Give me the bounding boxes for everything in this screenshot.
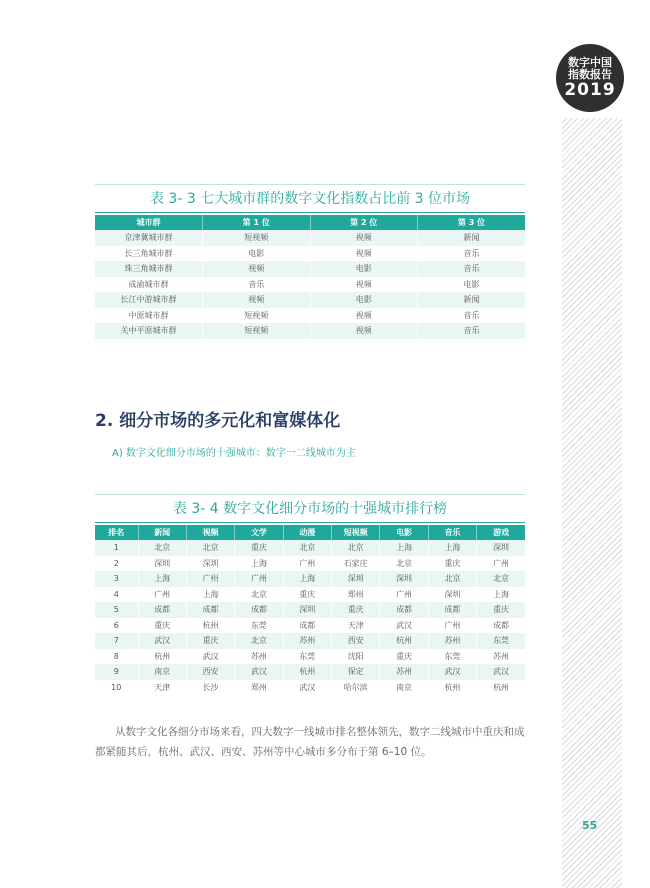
table-cell: 上海 <box>380 540 428 556</box>
table-cell: 京津冀城市群 <box>95 230 203 246</box>
table-cell: 武汉 <box>428 664 476 680</box>
table-cell: 北京 <box>477 571 525 587</box>
table-row <box>95 649 525 665</box>
table-row <box>95 602 525 618</box>
table-cell: 音乐 <box>418 261 526 277</box>
table-3-4-title: 表 3- 4 数字文化细分市场的十强城市排行榜 <box>95 498 525 523</box>
table-row <box>95 556 525 572</box>
table-row <box>95 323 525 339</box>
table-cell: 广州 <box>283 556 331 572</box>
table-row <box>95 292 525 308</box>
table-cell: 杭州 <box>380 633 428 649</box>
column-header: 动漫 <box>283 525 331 540</box>
table-cell: 电影 <box>310 292 418 308</box>
table-cell: 1 <box>95 540 138 556</box>
table-cell: 东莞 <box>235 618 283 634</box>
table-cell: 长沙 <box>186 680 234 696</box>
table-cell: 重庆 <box>428 556 476 572</box>
table-cell: 成都 <box>477 618 525 634</box>
section-title: 2. 细分市场的多元化和富媒体化 <box>95 411 341 431</box>
table-cell: 深圳 <box>380 571 428 587</box>
table-cell: 新闻 <box>418 292 526 308</box>
table-cell: 广州 <box>186 571 234 587</box>
table-cell: 深圳 <box>283 602 331 618</box>
table-cell: 杭州 <box>477 680 525 696</box>
table-cell: 苏州 <box>380 664 428 680</box>
table-cell: 杭州 <box>283 664 331 680</box>
table-cell: 苏州 <box>235 649 283 665</box>
table-cell: 北京 <box>332 540 380 556</box>
table-cell: 10 <box>95 680 138 696</box>
table-cell: 电影 <box>203 246 311 262</box>
table-cell: 成都 <box>428 602 476 618</box>
table-cell: 中原城市群 <box>95 308 203 324</box>
column-header: 新闻 <box>138 525 186 540</box>
table-cell: 长三角城市群 <box>95 246 203 262</box>
table-cell: 保定 <box>332 664 380 680</box>
table-cell: 视频 <box>310 246 418 262</box>
table-cell: 北京 <box>235 587 283 603</box>
table-cell: 短视频 <box>203 230 311 246</box>
table-cell: 4 <box>95 587 138 603</box>
table-cell: 苏州 <box>477 649 525 665</box>
table-cell: 视频 <box>310 308 418 324</box>
table-row <box>95 230 525 246</box>
table-cell: 上海 <box>283 571 331 587</box>
table-cell: 短视频 <box>203 308 311 324</box>
table-cell: 视频 <box>203 261 311 277</box>
table-cell: 上海 <box>477 587 525 603</box>
table-cell: 重庆 <box>235 540 283 556</box>
table-cell: 深圳 <box>138 556 186 572</box>
table-cell: 5 <box>95 602 138 618</box>
table-cell: 深圳 <box>186 556 234 572</box>
table-row <box>95 246 525 262</box>
column-header: 音乐 <box>428 525 476 540</box>
table-cell: 新闻 <box>418 230 526 246</box>
table-cell: 上海 <box>186 587 234 603</box>
table-cell: 广州 <box>138 587 186 603</box>
table-row <box>95 277 525 293</box>
column-header: 游戏 <box>477 525 525 540</box>
table-cell: 视频 <box>310 277 418 293</box>
table-cell: 西安 <box>186 664 234 680</box>
table-cell: 南京 <box>138 664 186 680</box>
table-cell: 成都 <box>235 602 283 618</box>
badge-line-2: 指数报告 <box>568 68 612 81</box>
table-cell: 2 <box>95 556 138 572</box>
table-cell: 重庆 <box>138 618 186 634</box>
table-cell: 广州 <box>235 571 283 587</box>
column-header: 城市群 <box>95 215 203 230</box>
table-cell: 成都 <box>186 602 234 618</box>
table-cell: 成都 <box>283 618 331 634</box>
table-cell: 音乐 <box>418 323 526 339</box>
column-header: 第 1 位 <box>203 215 311 230</box>
column-header: 排名 <box>95 525 138 540</box>
table-cell: 北京 <box>138 540 186 556</box>
table-cell: 东莞 <box>283 649 331 665</box>
table-cell: 广州 <box>428 618 476 634</box>
table-cell: 北京 <box>380 556 428 572</box>
table-cell: 苏州 <box>283 633 331 649</box>
table-cell: 哈尔滨 <box>332 680 380 696</box>
table-row <box>95 664 525 680</box>
table-cell: 关中平原城市群 <box>95 323 203 339</box>
column-header: 电影 <box>380 525 428 540</box>
table-cell: 视频 <box>310 323 418 339</box>
table-cell: 6 <box>95 618 138 634</box>
table-cell: 成都 <box>138 602 186 618</box>
table-cell: 音乐 <box>418 246 526 262</box>
table-cell: 上海 <box>428 540 476 556</box>
table-cell: 杭州 <box>428 680 476 696</box>
table-cell: 广州 <box>477 556 525 572</box>
decorative-stripe-band <box>562 118 622 888</box>
badge-year: 2019 <box>564 80 616 100</box>
table-cell: 沈阳 <box>332 649 380 665</box>
table-cell: 3 <box>95 571 138 587</box>
table-row <box>95 308 525 324</box>
table-cell: 电影 <box>418 277 526 293</box>
table-cell: 武汉 <box>138 633 186 649</box>
table-cell: 视频 <box>203 292 311 308</box>
table-row <box>95 618 525 634</box>
table-cell: 天津 <box>332 618 380 634</box>
table-cell: 成都 <box>380 602 428 618</box>
table-row <box>95 261 525 277</box>
table-cell: 重庆 <box>283 587 331 603</box>
table-cell: 天津 <box>138 680 186 696</box>
top-ten-cities-table <box>95 525 525 695</box>
table-3-3-title: 表 3- 3 七大城市群的数字文化指数占比前 3 位市场 <box>95 188 525 213</box>
table-cell: 重庆 <box>186 633 234 649</box>
table-cell: 武汉 <box>477 664 525 680</box>
column-header: 第 2 位 <box>310 215 418 230</box>
table-cell: 广州 <box>380 587 428 603</box>
table-row <box>95 571 525 587</box>
table-cell: 9 <box>95 664 138 680</box>
city-cluster-table <box>95 215 525 339</box>
table-cell: 东莞 <box>477 633 525 649</box>
table-cell: 8 <box>95 649 138 665</box>
table-cell: 音乐 <box>418 308 526 324</box>
badge-line-1: 数字中国 <box>568 56 612 69</box>
table-cell: 7 <box>95 633 138 649</box>
table-cell: 成渝城市群 <box>95 277 203 293</box>
table-cell: 短视频 <box>203 323 311 339</box>
table-cell: 武汉 <box>380 618 428 634</box>
table-cell: 杭州 <box>186 618 234 634</box>
column-header: 视频 <box>186 525 234 540</box>
table-cell: 石家庄 <box>332 556 380 572</box>
table-cell: 郑州 <box>235 680 283 696</box>
table-cell: 重庆 <box>332 602 380 618</box>
table-cell: 长江中游城市群 <box>95 292 203 308</box>
table-row <box>95 680 525 696</box>
body-paragraph: 从数字文化各细分市场来看，四大数字一线城市排名整体领先，数字二线城市中重庆和成都紧随其后，杭州、武汉、西安、苏州等中心城市多分布于第 6–10 位。 <box>95 726 525 758</box>
page-number: 55 <box>582 819 598 832</box>
table-cell: 北京 <box>235 633 283 649</box>
table-row <box>95 633 525 649</box>
table-cell: 重庆 <box>477 602 525 618</box>
table-cell: 东莞 <box>428 649 476 665</box>
table-cell: 郑州 <box>332 587 380 603</box>
column-header: 第 3 位 <box>418 215 526 230</box>
table-cell: 北京 <box>186 540 234 556</box>
table-cell: 北京 <box>283 540 331 556</box>
table-row <box>95 540 525 556</box>
table-cell: 视频 <box>310 230 418 246</box>
table-cell: 音乐 <box>203 277 311 293</box>
table-cell: 深圳 <box>332 571 380 587</box>
table-cell: 武汉 <box>235 664 283 680</box>
report-badge-logo <box>556 44 624 112</box>
table-cell: 深圳 <box>428 587 476 603</box>
table-cell: 电影 <box>310 261 418 277</box>
table-cell: 南京 <box>380 680 428 696</box>
table-cell: 深圳 <box>477 540 525 556</box>
table-cell: 上海 <box>235 556 283 572</box>
table-cell: 杭州 <box>138 649 186 665</box>
table-row <box>95 587 525 603</box>
table-cell: 苏州 <box>428 633 476 649</box>
table-cell: 上海 <box>138 571 186 587</box>
table-cell: 北京 <box>428 571 476 587</box>
column-header: 文学 <box>235 525 283 540</box>
table-cell: 珠三角城市群 <box>95 261 203 277</box>
table-cell: 西安 <box>332 633 380 649</box>
table-cell: 武汉 <box>186 649 234 665</box>
column-header: 短视频 <box>332 525 380 540</box>
table-cell: 重庆 <box>380 649 428 665</box>
table-cell: 武汉 <box>283 680 331 696</box>
sub-heading: A) 数字文化细分市场的十强城市：数字一二线城市为主 <box>112 448 356 459</box>
